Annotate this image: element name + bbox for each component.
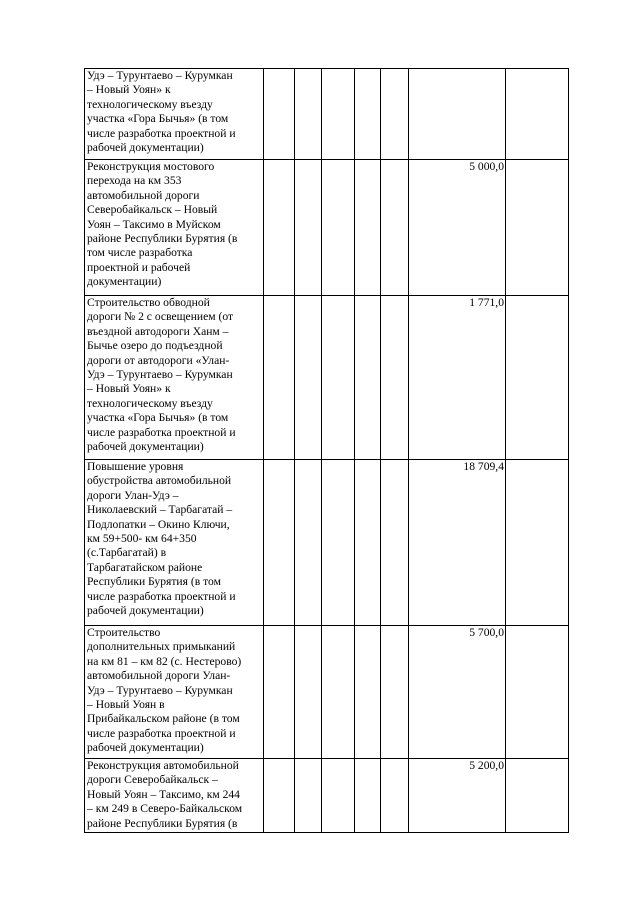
- empty-cell: [264, 296, 295, 460]
- amount-cell: 5 000,0: [409, 160, 506, 296]
- table-row: [85, 296, 569, 460]
- project-name-cell: Удэ – Турунтаево – Курумкан – Новый Уоян» к технологическому въезду участка «Гора Бычья» (в том числе разработка проектной и рабочей документации): [85, 69, 264, 160]
- empty-cell: [355, 296, 381, 460]
- empty-cell: [506, 69, 569, 160]
- empty-cell: [295, 759, 322, 833]
- empty-cell: [264, 69, 295, 160]
- empty-cell: [355, 460, 381, 626]
- empty-cell: [295, 460, 322, 626]
- empty-cell: [322, 160, 355, 296]
- empty-cell: [381, 626, 409, 759]
- empty-cell: [506, 759, 569, 833]
- empty-cell: [295, 296, 322, 460]
- table-row: [85, 759, 569, 833]
- empty-cell: [295, 160, 322, 296]
- empty-cell: [355, 69, 381, 160]
- table-row: [85, 69, 569, 160]
- project-name-cell: Реконструкция мостового перехода на км 353 автомобильной дороги Северобайкальск – Новый Уоян – Таксимо в Муйском районе Республики Бурятия (в том числе разработка проектной и рабочей документации): [85, 160, 264, 296]
- empty-cell: [355, 626, 381, 759]
- project-name-cell: Повышение уровня обустройства автомобильной дороги Улан-Удэ – Николаевский – Тарбагатай – Подлопатки – Окино Ключи, км 59+500- км 64+350 (с.Тарбагатай) в Тарбагатайском районе Республики Бурятия (в том числе разработка проектной и рабочей документации): [85, 460, 264, 626]
- empty-cell: [506, 626, 569, 759]
- empty-cell: [322, 296, 355, 460]
- empty-cell: [264, 460, 295, 626]
- table-row: [85, 626, 569, 759]
- empty-cell: [381, 460, 409, 626]
- empty-cell: [264, 160, 295, 296]
- table-row: [85, 160, 569, 296]
- empty-cell: [295, 69, 322, 160]
- empty-cell: [264, 759, 295, 833]
- project-name-cell: Реконструкция автомобильной дороги Северобайкальск – Новый Уоян – Таксимо, км 244 – км 249 в Северо-Байкальском районе Республики Бурятия (в: [85, 759, 264, 833]
- empty-cell: [381, 69, 409, 160]
- amount-cell: 18 709,4: [409, 460, 506, 626]
- amount-cell: 1 771,0: [409, 296, 506, 460]
- empty-cell: [506, 160, 569, 296]
- empty-cell: [506, 460, 569, 626]
- empty-cell: [322, 69, 355, 160]
- project-name-cell: Строительство обводной дороги № 2 с освещением (от въездной автодороги Ханм – Бычье озеро до подъездной дороги от автодороги «Улан- Удэ – Турунтаево – Курумкан – Новый Уоян» к технологическому въезду участка «Гора Бычья» (в том числе разработка проектной и рабочей документации): [85, 296, 264, 460]
- empty-cell: [264, 626, 295, 759]
- empty-cell: [295, 626, 322, 759]
- project-name-cell: Строительство дополнительных примыканий на км 81 – км 82 (с. Нестерово) автомобильной дороги Улан- Удэ – Турунтаево – Курумкан – Новый Уоян в Прибайкальском районе (в том числе разработка проектной и рабочей документации): [85, 626, 264, 759]
- empty-cell: [506, 296, 569, 460]
- table-row: [85, 460, 569, 626]
- empty-cell: [381, 160, 409, 296]
- empty-cell: [355, 759, 381, 833]
- empty-cell: [381, 296, 409, 460]
- empty-cell: [322, 626, 355, 759]
- empty-cell: [355, 160, 381, 296]
- amount-cell: 5 200,0: [409, 759, 506, 833]
- empty-cell: [381, 759, 409, 833]
- amount-cell: 5 700,0: [409, 626, 506, 759]
- amount-cell: [409, 69, 506, 160]
- budget-table: [84, 68, 569, 833]
- empty-cell: [322, 460, 355, 626]
- empty-cell: [322, 759, 355, 833]
